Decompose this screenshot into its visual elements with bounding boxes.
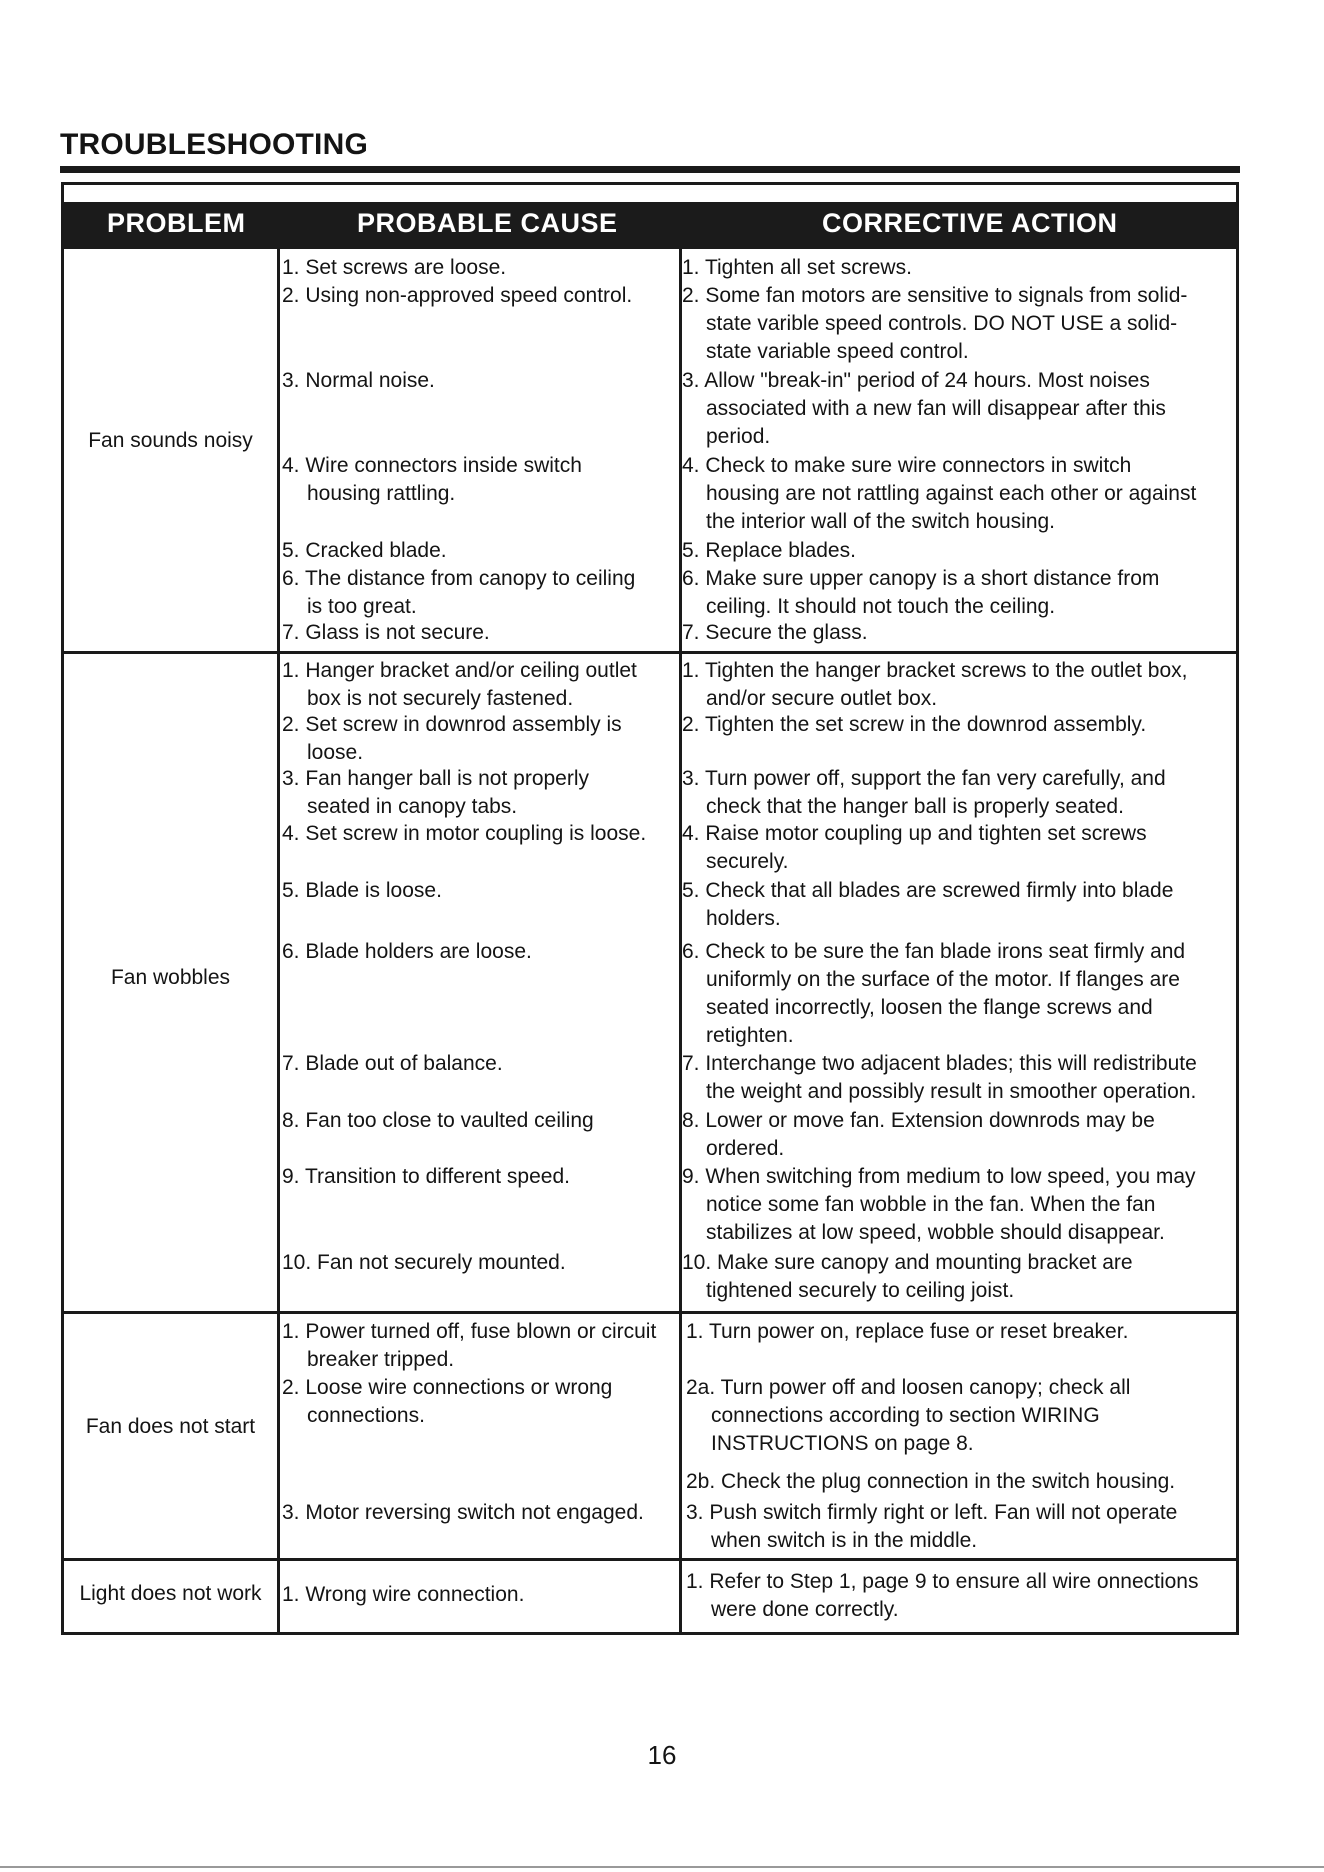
row-separator: [61, 651, 1239, 654]
action-line: ceiling. It should not touch the ceiling.: [706, 595, 1056, 618]
action-line: check that the hanger ball is properly seated.: [706, 795, 1124, 818]
cause-line: is too great.: [307, 595, 417, 618]
cause-line: loose.: [307, 741, 364, 764]
action-line: 7. Secure the glass.: [682, 621, 868, 644]
cause-line: 2. Loose wire connections or wrong: [282, 1376, 613, 1399]
cause-line: 3. Motor reversing switch not engaged.: [282, 1501, 644, 1524]
title-rule: [60, 166, 1240, 173]
action-line: 2a. Turn power off and loosen canopy; check all: [686, 1376, 1131, 1399]
action-line: 6. Make sure upper canopy is a short distance from: [682, 567, 1160, 590]
action-line: INSTRUCTIONS on page 8.: [711, 1432, 974, 1455]
cause-line: 1. Set screws are loose.: [282, 256, 507, 279]
problem-label: Fan wobbles: [110, 966, 231, 989]
action-line: 7. Interchange two adjacent blades; this will redistribute: [682, 1052, 1197, 1075]
action-line: holders.: [706, 907, 781, 930]
action-line: 9. When switching from medium to low speed, you may: [682, 1165, 1196, 1188]
action-line: associated with a new fan will disappear after this: [706, 397, 1166, 420]
header-problem: PROBLEM: [107, 208, 246, 238]
cause-line: box is not securely fastened.: [307, 687, 574, 710]
action-line: 1. Turn power on, replace fuse or reset breaker.: [686, 1320, 1129, 1343]
action-line: 3. Turn power off, support the fan very carefully, and: [682, 767, 1166, 790]
cause-line: 5. Blade is loose.: [282, 879, 442, 902]
action-line: the interior wall of the switch housing.: [706, 510, 1056, 533]
action-line: 3. Allow "break-in" period of 24 hours. Most noises: [682, 369, 1150, 392]
cause-line: 7. Glass is not secure.: [282, 621, 490, 644]
action-line: and/or secure outlet box.: [706, 687, 938, 710]
cause-line: 8. Fan too close to vaulted ceiling: [282, 1109, 594, 1132]
cause-line: 9. Transition to different speed.: [282, 1165, 570, 1188]
action-line: notice some fan wobble in the fan. When the fan: [706, 1193, 1156, 1216]
cause-line: 5. Cracked blade.: [282, 539, 447, 562]
action-line: the weight and possibly result in smoother operation.: [706, 1080, 1197, 1103]
action-line: state varible speed controls. DO NOT USE a solid-: [706, 312, 1178, 335]
action-line: 1. Refer to Step 1, page 9 to ensure all wire onnections: [686, 1570, 1199, 1593]
cause-line: housing rattling.: [307, 482, 456, 505]
action-line: tightened securely to ceiling joist.: [706, 1279, 1015, 1302]
action-line: retighten.: [706, 1024, 794, 1047]
cause-line: 4. Set screw in motor coupling is loose.: [282, 822, 647, 845]
action-line: 3. Push switch firmly right or left. Fan will not operate: [686, 1501, 1178, 1524]
action-line: housing are not rattling against each other or against: [706, 482, 1197, 505]
problem-label: Fan sounds noisy: [88, 429, 253, 452]
action-line: 1. Tighten the hanger bracket screws to the outlet box,: [682, 659, 1188, 682]
action-line: period.: [706, 425, 771, 448]
action-line: connections according to section WIRING: [711, 1404, 1100, 1427]
column-divider: [277, 249, 280, 1635]
cause-line: connections.: [307, 1404, 425, 1427]
action-line: ordered.: [706, 1137, 785, 1160]
cause-line: 2. Set screw in downrod assembly is: [282, 713, 622, 736]
problem-label: Fan does not start: [85, 1415, 256, 1438]
action-line: securely.: [706, 850, 789, 873]
action-line: 5. Replace blades.: [682, 539, 856, 562]
cause-line: 1. Power turned off, fuse blown or circuit: [282, 1320, 657, 1343]
action-line: 4. Check to make sure wire connectors in switch: [682, 454, 1132, 477]
header-probable-cause: PROBABLE CAUSE: [357, 208, 618, 238]
action-line: 1. Tighten all set screws.: [682, 256, 912, 279]
action-line: 2. Tighten the set screw in the downrod assembly.: [682, 713, 1147, 736]
cause-line: 1. Hanger bracket and/or ceiling outlet: [282, 659, 637, 682]
action-line: 2. Some fan motors are sensitive to signals from solid-: [682, 284, 1188, 307]
page-number: 16: [647, 1740, 677, 1770]
cause-line: 3. Fan hanger ball is not properly: [282, 767, 590, 790]
action-line: 10. Make sure canopy and mounting bracket are: [682, 1251, 1133, 1274]
row-separator: [61, 1311, 1239, 1314]
action-line: 8. Lower or move fan. Extension downrods may be: [682, 1109, 1155, 1132]
cause-line: seated in canopy tabs.: [307, 795, 518, 818]
cause-line: 6. The distance from canopy to ceiling: [282, 567, 636, 590]
page-title: TROUBLESHOOTING: [60, 128, 368, 161]
action-line: uniformly on the surface of the motor. If flanges are: [706, 968, 1180, 991]
cause-line: 2. Using non-approved speed control.: [282, 284, 633, 307]
cause-line: breaker tripped.: [307, 1348, 455, 1371]
cause-line: 10. Fan not securely mounted.: [282, 1251, 566, 1274]
action-line: when switch is in the middle.: [711, 1529, 978, 1552]
cause-line: 4. Wire connectors inside switch: [282, 454, 582, 477]
action-line: state variable speed control.: [706, 340, 969, 363]
action-line: 5. Check that all blades are screwed firmly into blade: [682, 879, 1174, 902]
cause-line: 1. Wrong wire connection.: [282, 1583, 525, 1606]
problem-label: Light does not work: [79, 1582, 262, 1605]
action-line: were done correctly.: [711, 1598, 899, 1621]
bottom-rule: [0, 1866, 1324, 1868]
action-line: seated incorrectly, loosen the flange screws and: [706, 996, 1153, 1019]
cause-line: 3. Normal noise.: [282, 369, 435, 392]
action-line: 6. Check to be sure the fan blade irons seat firmly and: [682, 940, 1186, 963]
action-line: stabilizes at low speed, wobble should disappear.: [706, 1221, 1165, 1244]
action-line: 4. Raise motor coupling up and tighten set screws: [682, 822, 1147, 845]
cause-line: 7. Blade out of balance.: [282, 1052, 503, 1075]
cause-line: 6. Blade holders are loose.: [282, 940, 532, 963]
action-line: 2b. Check the plug connection in the switch housing.: [686, 1470, 1176, 1493]
header-corrective-action: CORRECTIVE ACTION: [822, 208, 1118, 238]
row-separator: [61, 1558, 1239, 1561]
